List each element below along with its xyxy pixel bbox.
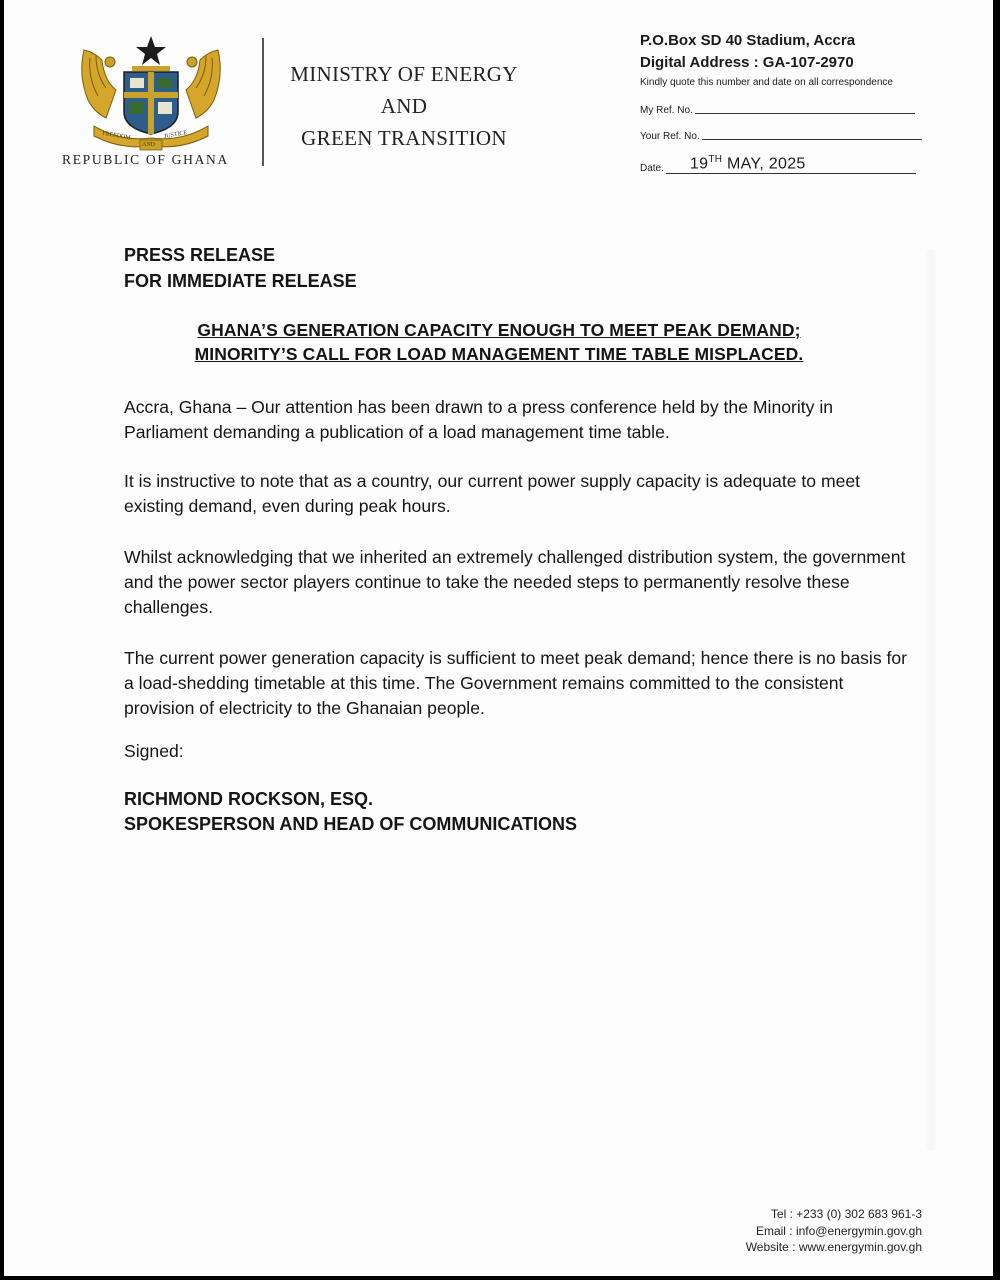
- press-release-heading: PRESS RELEASE: [124, 245, 276, 265]
- my-ref-field: [640, 100, 930, 116]
- ministry-line-3: GREEN TRANSITION: [301, 126, 507, 150]
- signatory-title: SPOKESPERSON AND HEAD OF COMMUNICATIONS: [124, 814, 578, 834]
- your-ref-field: [640, 126, 930, 142]
- scan-shading: [924, 250, 938, 1150]
- coat-of-arms-emblem: [76, 30, 226, 152]
- headline-line-2: MINORITY’S CALL FOR LOAD MANAGEMENT TIME TABLE MISPLACED.: [194, 344, 804, 364]
- ministry-line-2: AND: [380, 94, 428, 118]
- scan-border-bottom: [0, 1276, 1000, 1280]
- motto-left-label: FREEDOM: [101, 130, 131, 142]
- date-day: 19: [689, 155, 709, 172]
- date-suffix: TH: [708, 153, 723, 165]
- my-ref-line: [695, 113, 915, 114]
- date-rest: MAY, 2025: [722, 155, 806, 172]
- immediate-release-heading: FOR IMMEDIATE RELEASE: [124, 271, 357, 291]
- paragraph-1: Accra, Ghana – Our attention has been drawn to a press conference held by the Minority in Parliament demanding a publication of a load management time table.: [124, 397, 834, 442]
- ministry-name: [264, 58, 544, 154]
- footer-email: Email : info@energymin.gov.gh: [755, 1223, 922, 1238]
- signed-label: Signed:: [124, 741, 184, 761]
- address-block: [640, 30, 930, 174]
- date-label: Date.: [640, 163, 664, 174]
- motto-center-label: AND: [142, 142, 155, 148]
- your-ref-label: Your Ref. No.: [640, 131, 700, 142]
- paragraph-3: Whilst acknowledging that we inherited an extremely challenged distribution system, the government and the power sector players continue to take the needed steps to permanently resolve these challenges.: [124, 547, 906, 617]
- contact-footer: [746, 1206, 922, 1256]
- your-ref-line: [702, 139, 922, 140]
- my-ref-label: My Ref. No.: [640, 105, 693, 116]
- footer-tel: Tel : +233 (0) 302 683 961-3: [770, 1207, 922, 1221]
- po-box: P.O.Box SD 40 Stadium, Accra: [640, 32, 856, 49]
- letter-page: [4, 0, 993, 1276]
- date-field: [640, 152, 930, 174]
- signatory-block: [124, 787, 577, 837]
- quote-note: Kindly quote this number and date on all correspondence: [640, 77, 893, 88]
- signatory-name: RICHMOND ROCKSON, ESQ.: [124, 789, 374, 809]
- footer-website: Website : www.energymin.gov.gh: [745, 1240, 922, 1254]
- release-label: [124, 242, 357, 294]
- paragraph-4: The current power generation capacity is sufficient to meet peak demand; hence there is no basis for a load-shedding timetable at this time. The Government remains committed to the consistent provision of electricity to the Ghanaian people.: [124, 648, 908, 718]
- scan-border-right: [993, 0, 1000, 1280]
- ministry-line-1: MINISTRY OF ENERGY: [290, 62, 518, 86]
- digital-address: Digital Address : GA-107-2970: [640, 54, 854, 71]
- headline-line-1: GHANA’S GENERATION CAPACITY ENOUGH TO MEET PEAK DEMAND;: [197, 320, 801, 340]
- motto-right-label: JUSTICE: [163, 130, 188, 140]
- republic-of-ghana-label: REPUBLIC OF GHANA: [62, 152, 229, 167]
- headline: [114, 318, 884, 366]
- date-value: [666, 151, 916, 174]
- paragraph-2: It is instructive to note that as a country, our current power supply capacity is adequate to meet existing demand, even during peak hours.: [124, 471, 861, 516]
